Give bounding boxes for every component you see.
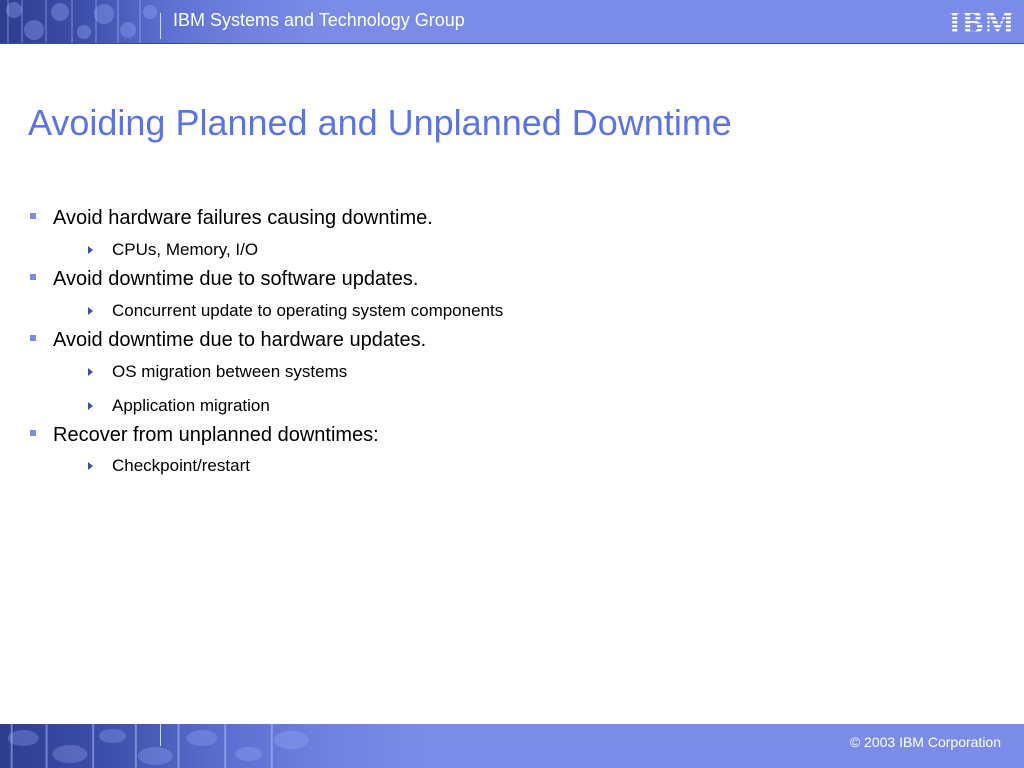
bullet-item: Avoid hardware failures causing downtime.: [53, 207, 433, 229]
sub-bullet-item: CPUs, Memory, I/O: [112, 240, 259, 259]
footer-divider: [160, 724, 161, 746]
slide-title: Avoiding Planned and Unplanned Downtime: [28, 102, 732, 143]
arrow-bullet-icon: [88, 368, 93, 376]
square-bullet-icon: [30, 274, 36, 280]
square-bullet-icon: [30, 335, 36, 341]
bullet-item: Avoid downtime due to hardware updates.: [53, 329, 427, 351]
header-title: IBM Systems and Technology Group: [173, 10, 465, 30]
header-band: [0, 0, 1024, 44]
arrow-bullet-icon: [88, 462, 93, 470]
decorative-pattern: [0, 724, 330, 768]
ibm-logo: [946, 5, 1018, 38]
decorative-pattern: [0, 0, 170, 43]
sub-bullet-item: Concurrent update to operating system components: [112, 301, 504, 320]
sub-bullet-item: OS migration between systems: [112, 362, 348, 381]
sub-bullet-item: Checkpoint/restart: [112, 456, 250, 475]
arrow-bullet-icon: [88, 307, 93, 315]
arrow-bullet-icon: [88, 246, 93, 254]
square-bullet-icon: [30, 213, 36, 219]
copyright-text: © 2003 IBM Corporation: [849, 734, 1001, 750]
sub-bullet-item: Application migration: [112, 396, 270, 415]
arrow-bullet-icon: [88, 402, 93, 410]
square-bullet-icon: [30, 430, 36, 436]
ibm-logo-text: IBM: [948, 5, 1016, 38]
header-divider: [160, 13, 161, 39]
bullet-item: Avoid downtime due to software updates.: [53, 268, 419, 290]
footer-band: [0, 724, 1024, 768]
bullet-item: Recover from unplanned downtimes:: [53, 424, 379, 446]
